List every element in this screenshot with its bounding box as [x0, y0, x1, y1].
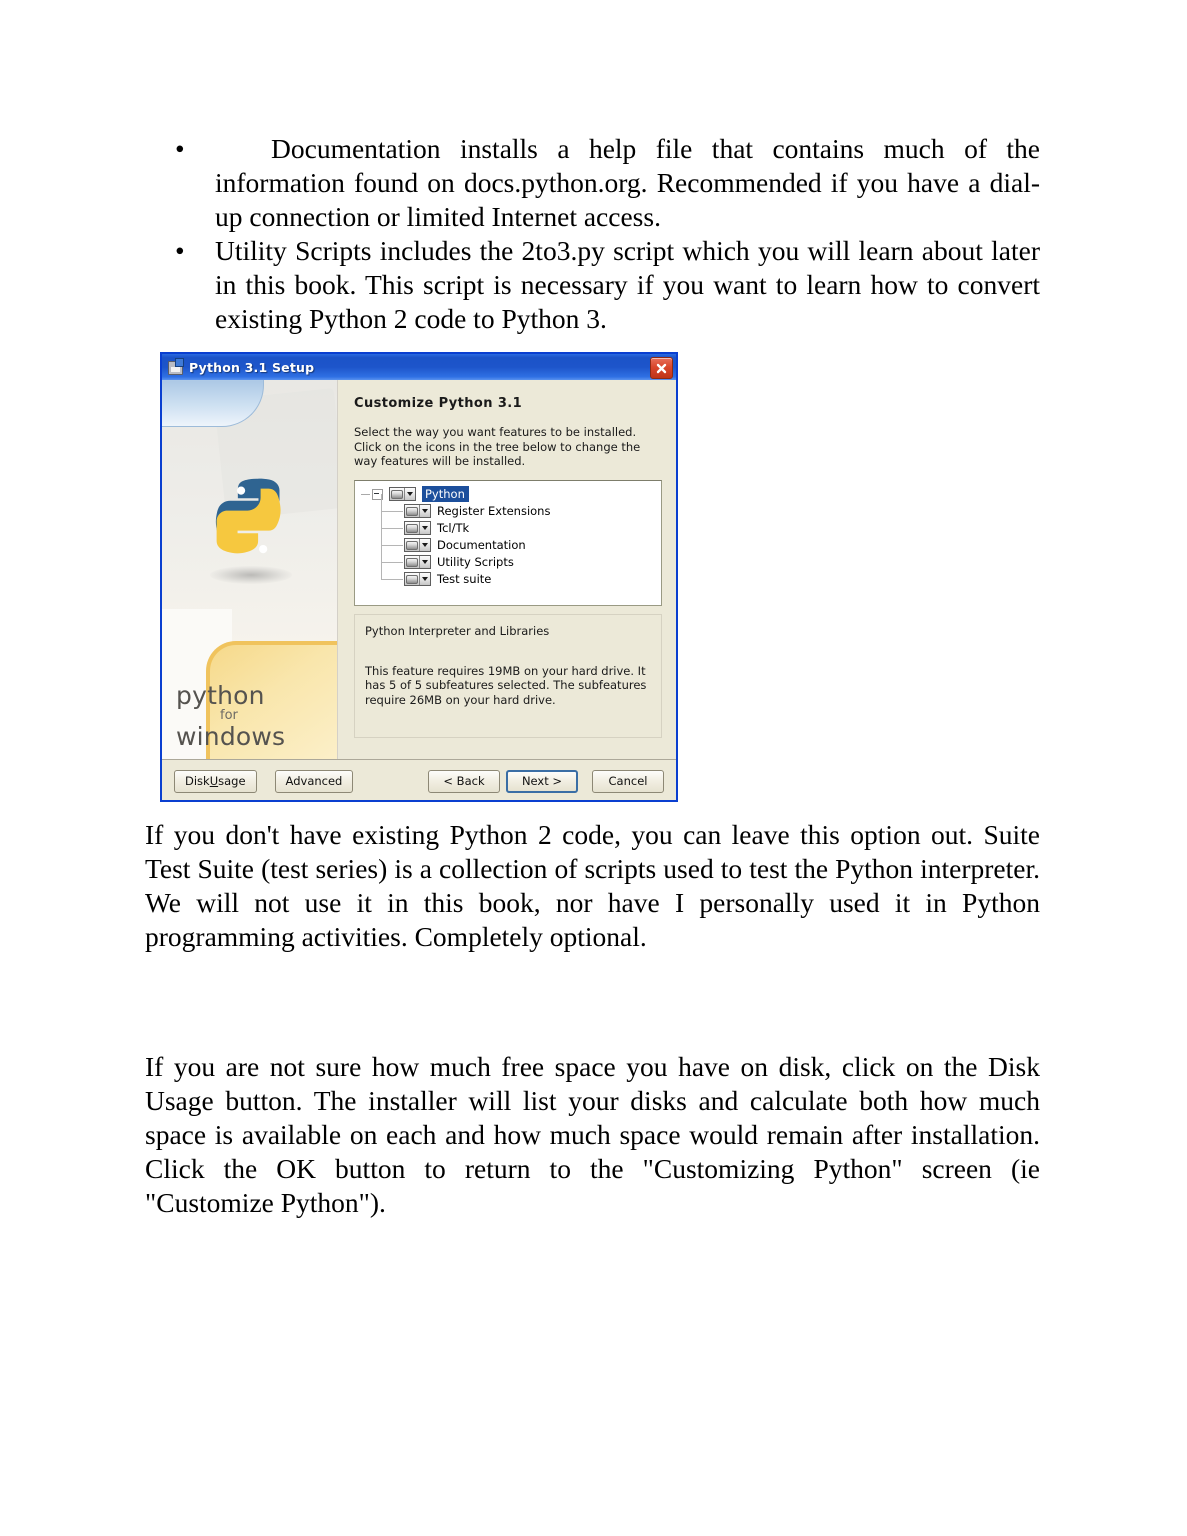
- wordmark-python: python: [176, 681, 265, 710]
- wordmark-windows: windows: [176, 722, 286, 751]
- python-logo-shadow: [210, 566, 292, 584]
- feature-description-panel: [354, 614, 662, 738]
- advanced-button[interactable]: Advanced: [275, 770, 354, 793]
- disk-usage-accelerator: U: [209, 774, 219, 788]
- bullet-marker: •: [175, 235, 185, 266]
- feature-install-state-icon[interactable]: [404, 538, 431, 552]
- tree-item-label-python[interactable]: Python: [422, 486, 469, 502]
- feature-description-title: Python Interpreter and Libraries: [365, 623, 550, 638]
- feature-install-state-icon[interactable]: [404, 521, 431, 535]
- python-setup-dialog[interactable]: [160, 352, 678, 802]
- list-item: [145, 234, 1040, 336]
- tree-row-child[interactable]: [361, 520, 657, 537]
- tree-line: [361, 537, 404, 554]
- back-button[interactable]: < Back: [428, 770, 500, 793]
- next-button[interactable]: Next >: [506, 770, 578, 793]
- tree-line: [361, 494, 370, 495]
- close-icon[interactable]: [650, 357, 673, 379]
- tree-item-label-utility-scripts[interactable]: Utility Scripts: [437, 555, 514, 569]
- page-title: Customize Python 3.1: [354, 396, 523, 411]
- feature-description-body: This feature requires 19MB on your hard drive. It has 5 of 5 subfeatures selected. The subfeatures require 26MB on your hard drive.: [365, 663, 647, 707]
- feature-install-state-icon[interactable]: [389, 487, 416, 501]
- bullet-text: Utility Scripts includes the 2to3.py script which you will learn about later in this book. This script is necessary if you want to learn how to convert existing Python 2 code to Python 3.: [215, 235, 1040, 334]
- pane-instructions: Select the way you want features to be installed. Click on the icons in the tree below to change the way features will be installed.: [354, 425, 641, 468]
- feature-install-state-icon[interactable]: [404, 572, 431, 586]
- tree-item-label-register-extensions[interactable]: Register Extensions: [437, 504, 551, 518]
- tree-row-child[interactable]: [361, 537, 657, 554]
- dialog-footer: [162, 759, 676, 802]
- dialog-titlebar[interactable]: [162, 354, 676, 380]
- dialog-title: Python 3.1 Setup: [189, 359, 315, 375]
- msi-installer-icon: [167, 359, 183, 375]
- bullet-list: [145, 132, 1040, 336]
- tree-item-label-documentation[interactable]: Documentation: [437, 538, 526, 552]
- wordmark-for: for: [220, 708, 238, 723]
- bullet-marker: •: [175, 133, 185, 164]
- list-item: [145, 132, 1040, 234]
- cancel-button[interactable]: Cancel: [592, 770, 664, 793]
- dialog-body: [162, 380, 676, 759]
- feature-install-state-icon[interactable]: [404, 555, 431, 569]
- tree-line: [361, 571, 404, 588]
- tree-row-child[interactable]: [361, 503, 657, 520]
- tree-line: [361, 554, 404, 571]
- tree-item-label-tcl-tk[interactable]: Tcl/Tk: [437, 521, 470, 535]
- disk-usage-label-post: sage: [218, 774, 246, 788]
- disk-usage-button[interactable]: [174, 770, 257, 793]
- feature-install-state-icon[interactable]: [404, 504, 431, 518]
- tree-row-root[interactable]: [361, 486, 657, 503]
- sidebar-wordmark: [176, 683, 285, 751]
- tree-row-child[interactable]: [361, 571, 657, 588]
- dialog-content-pane: [338, 380, 676, 759]
- bullet-text: Documentation installs a help file that contains much of the information found on docs.python.org. Recommended if you have a dial-up connection or limited Internet access.: [215, 133, 1040, 232]
- paragraph-test-suite: If you don't have existing Python 2 code, you can leave this option out. Suite Test Suite (test series) is a collection of scripts used to test the Python interpreter. We will not use it in this book, nor have I personally used it in Python programming activities. Completely optional.: [145, 819, 1040, 952]
- tree-row-child[interactable]: [361, 554, 657, 571]
- paragraph-disk-usage: If you are not sure how much free space you have on disk, click on the Disk Usage button. The installer will list your disks and calculate both how much space is available on each and how much space would remain after installation. Click the OK button to return to the "Customizing Python" screen (ie "Customize Python").: [145, 1051, 1040, 1218]
- dialog-sidebar: [162, 380, 338, 759]
- python-logo: [204, 472, 300, 568]
- feature-tree[interactable]: [354, 480, 662, 606]
- tree-item-label-test-suite[interactable]: Test suite: [437, 572, 492, 586]
- tree-line: [361, 503, 404, 520]
- disk-usage-label-pre: Disk: [185, 774, 210, 788]
- document-bullet-section: [145, 132, 1040, 336]
- tree-line: [361, 520, 404, 537]
